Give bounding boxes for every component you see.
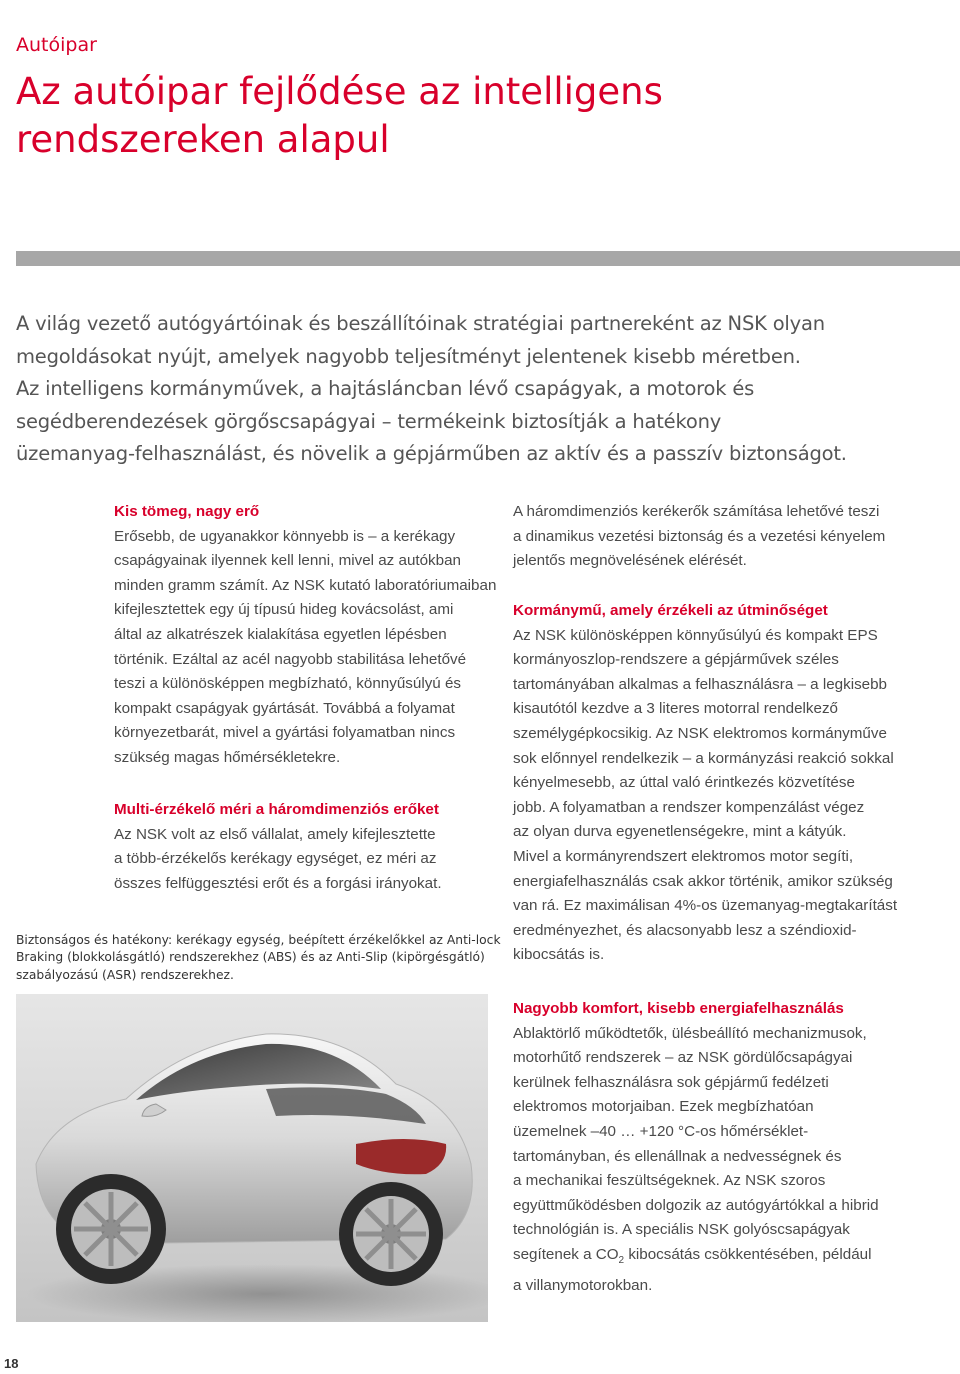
text-line: sok előnnyel rendelkezik – a kormányzási reakció sokkal [513, 749, 894, 767]
text-line: csapágyainak ilyennek kell lenni, mivel az autókban [114, 552, 461, 570]
text-line: tartományban, és ellenállnak a nedvességnek és [513, 1147, 842, 1165]
text-line: üzemelnek –40 … +120 °C-os hőmérséklet- [513, 1122, 809, 1140]
page-number: 18 [4, 1356, 19, 1371]
text-line: eredményezhet, és alacsonyabb lesz a széndioxid- [513, 921, 857, 939]
text-line: történik. Ezáltal az acél nagyobb stabilitása lehetővé [114, 650, 467, 668]
left-section-multisensor [114, 798, 494, 896]
text-line: energiafelhasználás csak akkor történik, amikor szükség [513, 872, 893, 890]
text-line: kormányoszlop-rendszere a gépjárművek széles [513, 651, 839, 669]
title-line: rendszereken alapul [16, 118, 390, 161]
image-caption [16, 932, 501, 984]
text-line: szükség magas hőmérsékletekre. [114, 748, 341, 766]
text-line: az olyan durva egyenetlenségekre, mint a kátyúk. [513, 823, 847, 841]
intro-line: üzemanyag-felhasználást, és növelik a gépjárműben az aktív és a passzív biztonságot. [16, 442, 847, 465]
text-line: A háromdimenziós kerékerők számítása lehetővé teszi [513, 503, 880, 520]
intro-line: segédberendezések görgőscsapágyai – termékeink biztosítják a hatékony [16, 409, 722, 433]
text-line: Az NSK volt az első vállalat, amely kifejlesztette [114, 825, 436, 843]
section-heading: Multi-érzékelő méri a háromdimenziós erőket [114, 801, 439, 818]
section-label: Autóipar [16, 34, 97, 56]
text-line: kerülnek felhasználásra sok gépjármű fedélzeti [513, 1073, 829, 1091]
text-line: a több-érzékelős kerékagy egységet, ez méri az [114, 850, 437, 868]
text-line: a mechanikai feszültségeknek. Az NSK szoros [513, 1172, 826, 1190]
title-line: Az autóipar fejlődése az intelligens [16, 70, 663, 113]
caption-line: szabályozású (ASR) rendszerekhez. [16, 967, 234, 982]
co2-post: kibocsátás csökkentésében, például [624, 1245, 872, 1263]
text-line: van rá. Ez maximálisan 4%-os üzemanyag-megtakarítást [513, 897, 898, 915]
text-line: a dinamikus vezetési biztonság és a vezetési kényelem [513, 527, 886, 545]
text-line: környezetbarát, mivel a gyártási folyamatban nincs [114, 724, 456, 742]
section-heading: Kis tömeg, nagy erő [114, 503, 260, 520]
text-line: minden gramm számít. Az NSK kutató laboratóriumaiban [114, 576, 497, 594]
text-line: jobb. A folyamatban a rendszer kompenzálást végez [513, 798, 865, 816]
section-heading: Kormánymű, amely érzékeli az útminőséget [513, 602, 828, 619]
text-line: technológián is. A speciális NSK golyóscsapágyak [513, 1221, 850, 1239]
text-line: kifejlesztettek egy új típusú hideg kovácsolást, ami [114, 601, 454, 619]
intro-line: megoldásokat nyújt, amelyek nagyobb teljesítményt jelentenek kisebb méretben. [16, 344, 801, 368]
text-line: által az alkatrészek kialakítása egyetlen lépésben [114, 625, 447, 643]
text-line: teszi a különösképpen megbízható, könnyűsúlyú és [114, 675, 461, 693]
left-section-lightweight [114, 500, 497, 771]
divider-bar [16, 251, 960, 266]
text-line: Erősebb, de ugyanakkor könnyebb is – a kerékagy [114, 527, 456, 545]
text-line: összes felfüggesztési erőt és a forgási irányokat. [114, 874, 442, 892]
text-line: kisautótól kezdve a 3 literes motorral rendelkező [513, 700, 839, 718]
right-section-steering [513, 599, 953, 968]
text-line: Ablaktörlő működtetők, ülésbeállító mechanizmusok, [513, 1024, 867, 1042]
text-line: Mivel a kormányrendszert elektromos motor segíti, [513, 847, 854, 865]
co2-line [513, 1243, 953, 1274]
car-photo [16, 994, 488, 1322]
caption-line: Braking (blokkolásgátló) rendszerekhez (ABS) és az Anti-Slip (kipörgésgátló) [16, 950, 485, 965]
text-line: Az NSK különösképpen könnyűsúlyú és kompakt EPS [513, 626, 878, 644]
text-line: személygépkocsikig. Az NSK elektromos kormányműve [513, 724, 887, 742]
text-line: kompakt csapágyak gyártását. Továbbá a folyamat [114, 699, 455, 717]
intro-paragraph [16, 308, 946, 471]
text-line: elektromos motorjaiban. Ezek megbízhatóan [513, 1098, 814, 1116]
text-line: kényelmesebb, az úttal való érintkezés közvetítése [513, 774, 855, 792]
text-line: kibocsátás is. [513, 946, 605, 964]
intro-line: Az intelligens kormányművek, a hajtásláncban lévő csapágyak, a motorok és [16, 377, 755, 400]
co2-pre: segítenek a CO [513, 1245, 619, 1263]
text-line: együttműködésben dolgozik az autógyártókkal a hibrid [513, 1196, 879, 1214]
page-title [16, 68, 663, 164]
section-heading: Nagyobb komfort, kisebb energiafelhasználás [513, 1000, 844, 1017]
text-line: jelentős megnövelésének elérését. [513, 552, 747, 570]
right-section-intro [513, 500, 953, 574]
co2-subscript: 2 [618, 1254, 625, 1266]
text-line: a villanymotorokban. [513, 1276, 653, 1294]
right-section-comfort [513, 997, 953, 1298]
car-illustration [16, 994, 488, 1322]
intro-line: A világ vezető autógyártóinak és beszállítóinak stratégiai partnereként az NSK olyan [16, 312, 825, 335]
text-line: tartományában alkalmas a felhasználásra – a legkisebb [513, 675, 887, 693]
text-line: motorhűtő rendszerek – az NSK gördülőcsapágyai [513, 1049, 853, 1067]
caption-line: Biztonságos és hatékony: kerékagy egység, beépített érzékelőkkel az Anti-lock [16, 933, 501, 947]
